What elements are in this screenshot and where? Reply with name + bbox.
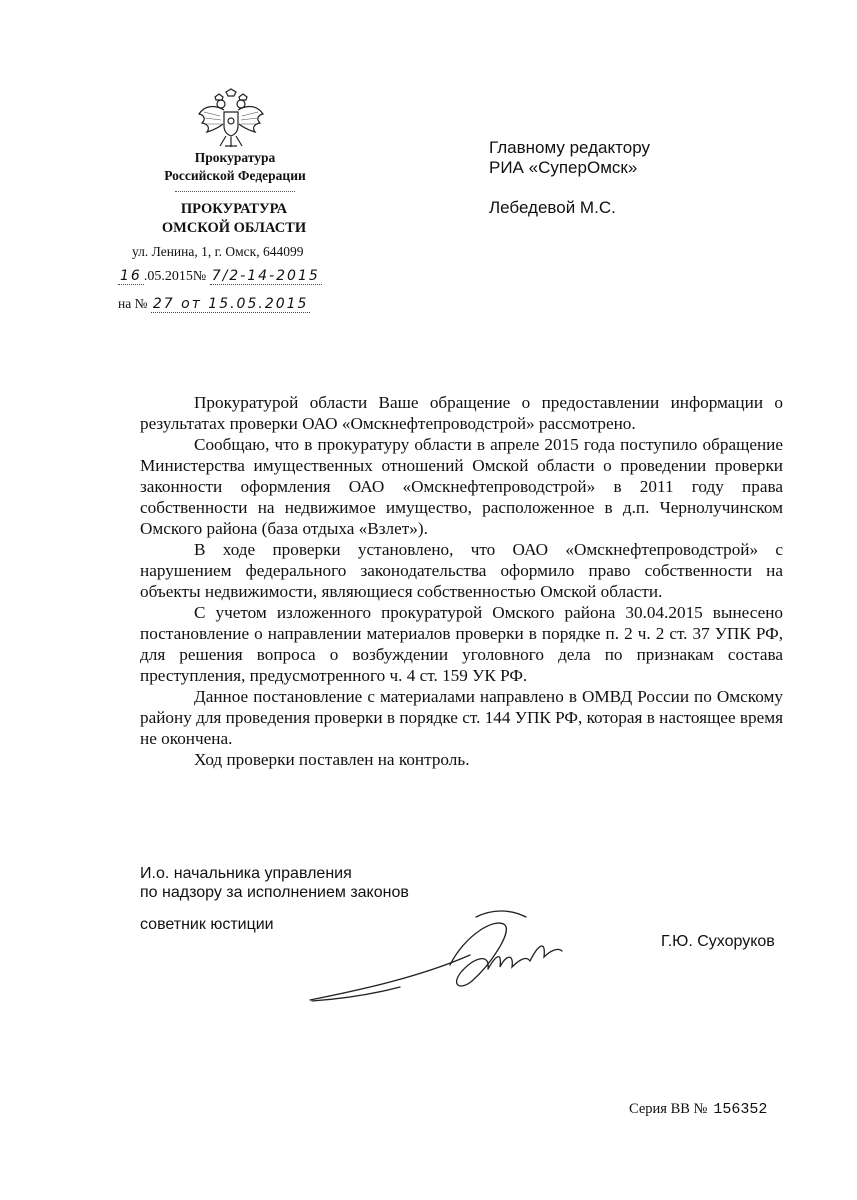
addressee-line1: Главному редактору bbox=[489, 138, 650, 157]
serial-number: 156352 bbox=[713, 1101, 768, 1118]
org-name-line4: ОМСКОЙ ОБЛАСТИ bbox=[161, 220, 307, 236]
number-label: № bbox=[192, 269, 207, 284]
reference-prefix: на № bbox=[118, 296, 148, 311]
reference-handwritten: 27 от 15.05.2015 bbox=[152, 296, 309, 312]
header-divider bbox=[175, 191, 295, 192]
addressee-name: Лебедевой М.С. bbox=[489, 198, 616, 217]
double-headed-eagle-emblem-icon bbox=[196, 88, 266, 154]
body-paragraph: Прокуратурой области Ваше обращение о предоставлении информации о результатах проверки ОАО «Омскнефтепроводстрой» рассмотрено. bbox=[140, 393, 783, 433]
serial-label: Серия ВВ № bbox=[629, 1101, 708, 1117]
reference-row bbox=[118, 296, 310, 313]
signer-position-line1: И.о. начальника управления bbox=[140, 865, 352, 882]
signer-name: Г.Ю. Сухоруков bbox=[661, 933, 775, 950]
date-printed: .05.2015 bbox=[143, 269, 193, 284]
outgoing-date-number bbox=[118, 268, 322, 285]
addressee-block bbox=[489, 138, 650, 218]
letter-body bbox=[140, 392, 783, 770]
body-paragraph: Сообщаю, что в прокуратуру области в апреле 2015 года поступило обращение Министерства имущественных отношений Омской области о проведении проверки законности оформления ОАО «Омскнефтепроводстрой» в 2011 году права собственности на недвижимое имущество, расположенное в д.п. Чернолучинском Омского района (база отдыха «Взлет»). bbox=[140, 435, 783, 538]
addressee-line2: РИА «СуперОмск» bbox=[489, 158, 638, 177]
handwritten-signature bbox=[300, 895, 620, 1015]
outgoing-number-handwritten: 7/2-14-2015 bbox=[211, 268, 320, 284]
signer-rank: советник юстиции bbox=[140, 916, 274, 933]
signer-position-line2: по надзору за исполнением законов bbox=[140, 884, 409, 901]
org-name-line3: ПРОКУРАТУРА bbox=[180, 201, 288, 217]
body-paragraph: Данное постановление с материалами направлено в ОМВД России по Омскому району для проведения проверки в порядке ст. 144 УПК РФ, которая в настоящее время не окончена. bbox=[140, 687, 783, 748]
form-serial bbox=[629, 1101, 767, 1118]
date-day-handwritten: 16 bbox=[120, 268, 142, 284]
body-paragraph: Ход проверки поставлен на контроль. bbox=[194, 750, 470, 769]
org-name-line2: Российской Федерации bbox=[164, 168, 306, 183]
body-paragraph: С учетом изложенного прокуратурой Омского района 30.04.2015 вынесено постановление о направлении материалов проверки в порядке п. 2 ч. 2 ст. 37 УПК РФ, для решения вопроса о возбуждении уголовного дела по признакам состава преступления, предусмотренного ч. 4 ст. 159 УК РФ. bbox=[140, 603, 783, 685]
org-address: ул. Ленина, 1, г. Омск, 644099 bbox=[132, 244, 304, 259]
body-paragraph: В ходе проверки установлено, что ОАО «Омскнефтепроводстрой» с нарушением федерального законодательства оформило право собственности на объекты недвижимости, являющиеся собственностью Омской области. bbox=[140, 540, 783, 601]
org-name-line1: Прокуратура bbox=[194, 150, 276, 165]
